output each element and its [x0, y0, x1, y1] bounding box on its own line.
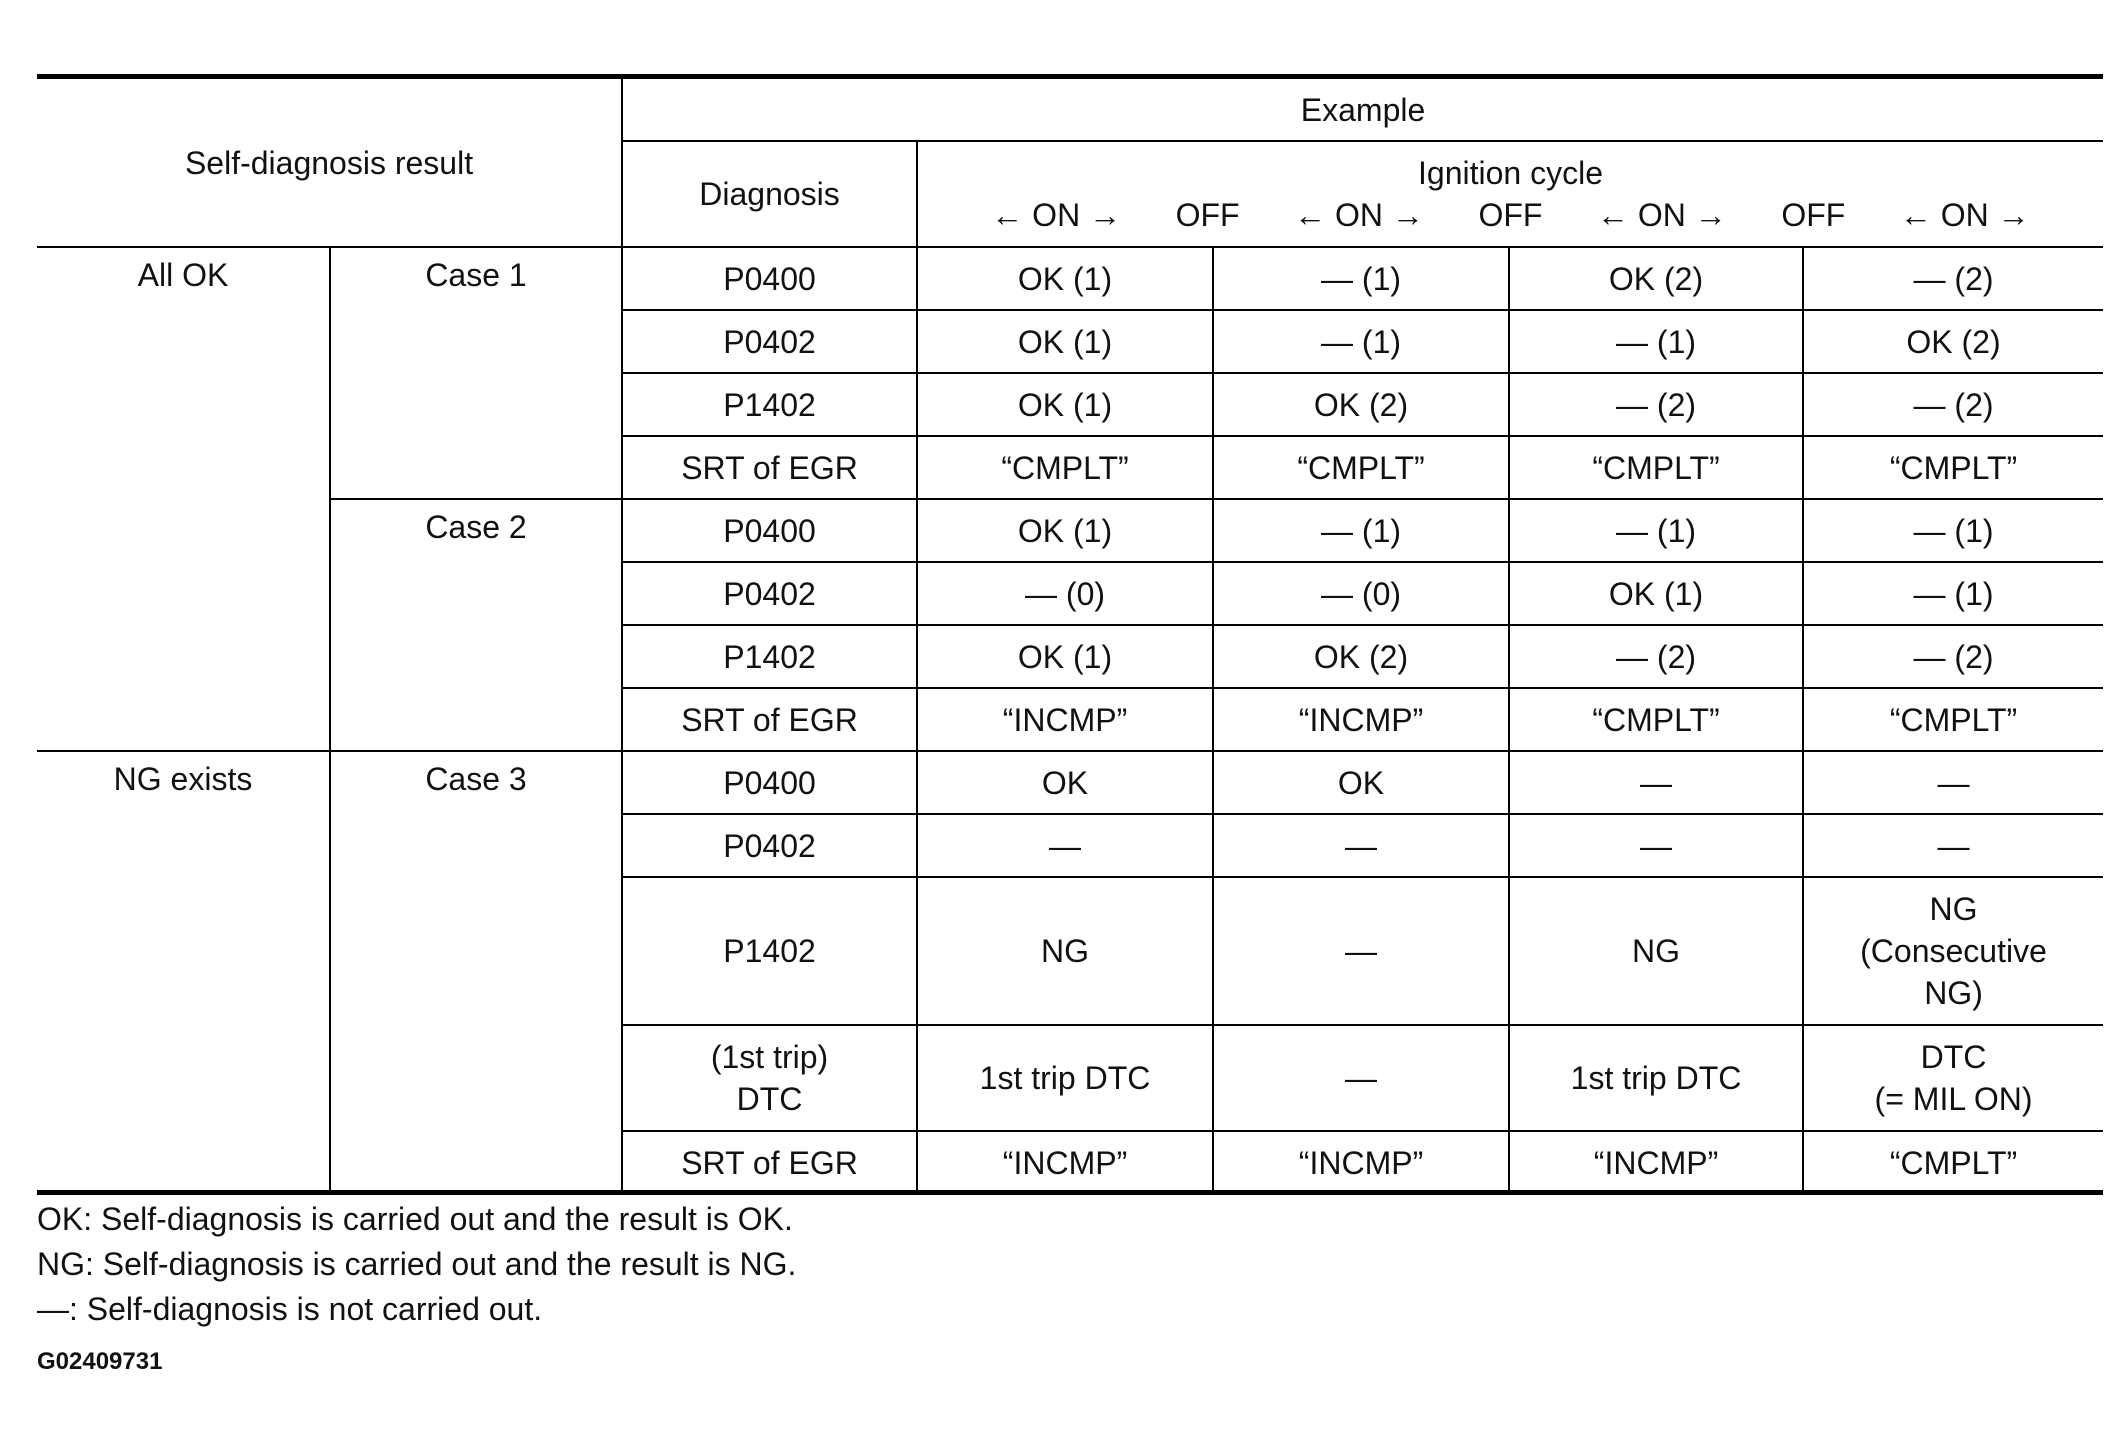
cycle-result-cell: DTC (= MIL ON) — [1803, 1025, 2103, 1131]
header-diagnosis: Diagnosis — [622, 141, 917, 247]
cycle-result-cell: OK — [1213, 751, 1509, 814]
cycle-result-cell: OK (2) — [1803, 310, 2103, 373]
cycle-result-cell: NG — [1509, 877, 1803, 1025]
cycle-result-cell: 1st trip DTC — [1509, 1025, 1803, 1131]
cycle-result-cell: — (0) — [917, 562, 1213, 625]
cycle-result-cell: — (2) — [1509, 373, 1803, 436]
cycle-result-cell: OK (1) — [917, 247, 1213, 310]
case-cell: Case 2 — [330, 499, 622, 751]
cycle-result-cell: “CMPLT” — [1509, 436, 1803, 499]
diagnosis-cell: P0402 — [622, 562, 917, 625]
cycle-result-cell: “CMPLT” — [917, 436, 1213, 499]
diagnosis-cell: SRT of EGR — [622, 688, 917, 751]
cycle-result-cell: OK (1) — [917, 499, 1213, 562]
cycle-result-cell: “CMPLT” — [1803, 436, 2103, 499]
figure-id: G02409731 — [37, 1348, 163, 1375]
cycle-result-cell: — (1) — [1509, 310, 1803, 373]
table-row — [37, 247, 2103, 310]
cycle-step: ← ON → — [1294, 197, 1424, 233]
cycle-result-cell: “CMPLT” — [1213, 436, 1509, 499]
cycle-result-cell: “CMPLT” — [1509, 688, 1803, 751]
result-group-cell: All OK — [37, 247, 330, 751]
cycle-result-cell: OK (1) — [917, 373, 1213, 436]
case-cell: Case 3 — [330, 751, 622, 1194]
cycle-result-cell: — — [1803, 751, 2103, 814]
result-group-cell: NG exists — [37, 751, 330, 1194]
cycle-result-cell: — (1) — [1213, 310, 1509, 373]
cycle-step: ← ON → — [1597, 197, 1727, 233]
cycle-result-cell: — (2) — [1509, 625, 1803, 688]
cycle-result-cell: — (2) — [1803, 247, 2103, 310]
diagnosis-cell: SRT of EGR — [622, 1131, 917, 1194]
cycle-result-cell: — (2) — [1803, 373, 2103, 436]
cycle-result-cell: OK — [917, 751, 1213, 814]
cycle-result-cell: — (1) — [1803, 562, 2103, 625]
cycle-result-cell: “CMPLT” — [1803, 1131, 2103, 1194]
cycle-result-cell: — — [1803, 814, 2103, 877]
cycle-result-cell: OK (2) — [1509, 247, 1803, 310]
diagnosis-cell: P0400 — [622, 499, 917, 562]
cycle-result-cell: “INCMP” — [1509, 1131, 1803, 1194]
cycle-result-cell: OK (1) — [917, 310, 1213, 373]
diagnosis-cell: P0400 — [622, 247, 917, 310]
self-diagnosis-table — [37, 79, 2103, 1194]
cycle-result-cell: — — [1213, 877, 1509, 1025]
cycle-result-cell: — — [1509, 751, 1803, 814]
cycle-result-cell: — — [1213, 1025, 1509, 1131]
cycle-result-cell: NG — [917, 877, 1213, 1025]
cycle-step: OFF — [1175, 197, 1240, 233]
cycle-result-cell: — (2) — [1803, 625, 2103, 688]
ignition-cycle-steps — [924, 194, 2097, 236]
diagnosis-cell: P1402 — [622, 373, 917, 436]
diagnosis-cell: P0402 — [622, 310, 917, 373]
cycle-result-cell: — (0) — [1213, 562, 1509, 625]
cycle-result-cell: OK (2) — [1213, 373, 1509, 436]
diagnosis-cell: P1402 — [622, 877, 917, 1025]
diagnosis-cell: SRT of EGR — [622, 436, 917, 499]
header-ignition-cycle — [917, 141, 2103, 247]
legend-notes — [37, 1197, 796, 1332]
cycle-result-cell: “INCMP” — [1213, 688, 1509, 751]
table-body — [37, 79, 2103, 1194]
cycle-result-cell: — — [1509, 814, 1803, 877]
case-cell: Case 1 — [330, 247, 622, 499]
cycle-result-cell: — (1) — [1213, 499, 1509, 562]
table-row — [37, 751, 2103, 814]
header-self-diagnosis-result: Self-diagnosis result — [37, 79, 622, 247]
ignition-cycle-label: Ignition cycle — [1418, 155, 1603, 191]
note-dash: —: Self-diagnosis is not carried out. — [37, 1291, 543, 1327]
cycle-result-cell: “INCMP” — [917, 688, 1213, 751]
note-ng: NG: Self-diagnosis is carried out and the result is NG. — [37, 1246, 797, 1282]
note-ok: OK: Self-diagnosis is carried out and the result is OK. — [37, 1201, 793, 1237]
diagnosis-cell: (1st trip) DTC — [622, 1025, 917, 1131]
cycle-result-cell: OK (2) — [1213, 625, 1509, 688]
cycle-result-cell: NG (Consecutive NG) — [1803, 877, 2103, 1025]
table-row — [37, 499, 2103, 562]
header-row-example — [37, 79, 2103, 141]
cycle-result-cell: — (1) — [1213, 247, 1509, 310]
cycle-step: ← ON → — [991, 197, 1122, 233]
cycle-result-cell: “INCMP” — [1213, 1131, 1509, 1194]
cycle-result-cell: 1st trip DTC — [917, 1025, 1213, 1131]
cycle-result-cell: OK (1) — [1509, 562, 1803, 625]
cycle-result-cell: — (1) — [1803, 499, 2103, 562]
cycle-step: ← ON → — [1899, 197, 2030, 233]
header-example: Example — [622, 79, 2103, 141]
cycle-result-cell: — (1) — [1509, 499, 1803, 562]
cycle-result-cell: — — [1213, 814, 1509, 877]
cycle-result-cell: “CMPLT” — [1803, 688, 2103, 751]
cycle-result-cell: “INCMP” — [917, 1131, 1213, 1194]
diagnosis-cell: P0400 — [622, 751, 917, 814]
diagnosis-cell: P1402 — [622, 625, 917, 688]
diagnosis-cell: P0402 — [622, 814, 917, 877]
cycle-result-cell: OK (1) — [917, 625, 1213, 688]
cycle-step: OFF — [1781, 197, 1846, 233]
cycle-step: OFF — [1478, 197, 1543, 233]
bottom-rule — [37, 1190, 2103, 1195]
cycle-result-cell: — — [917, 814, 1213, 877]
